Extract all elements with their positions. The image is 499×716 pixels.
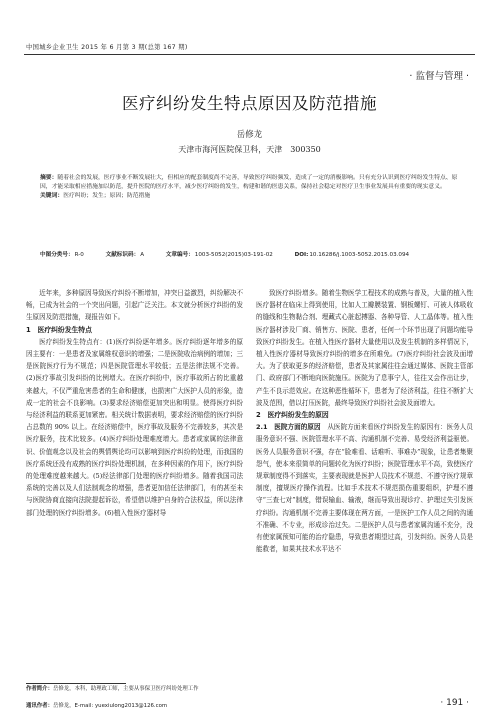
doc-code-label: 文献标识码： [105, 252, 140, 258]
header-rule [24, 54, 475, 55]
doc-code-field [106, 252, 154, 258]
corresponding-author-footnote [26, 703, 243, 711]
article-number-value: 1003-5052(2015)03-191-02 [194, 252, 273, 258]
page-number: · 191 · [440, 698, 469, 708]
doi-field [295, 252, 419, 258]
abstract [40, 174, 463, 192]
corresponding-author-label: 通讯作者： [26, 703, 53, 709]
article-number-field [166, 252, 283, 258]
left-column [26, 287, 243, 519]
affiliation: 天津市海河医院保卫科，天津 300350 [178, 145, 321, 154]
running-head: 中国城乡企业卫生 2015 年 6 月第 3 期(总第 167 期) [26, 44, 188, 51]
abstract-block [40, 174, 463, 201]
abstract-label: 摘要： [40, 175, 58, 181]
right-column [256, 287, 473, 555]
clc-value: R-0 [74, 252, 84, 258]
section-heading-1: 1 医疗纠纷发生特点 [26, 325, 92, 334]
subsection-text: 从医院方面来看医疗纠纷发生的原因有：医务人员服务意识不强、医院管理水平不高、沟通机制不完善、易受经济利益驱使。医务人员服务意识不强，存在“脸难看、话难听、事难办”现象，让患者集聚怨气，使本来很简单的问题转化为医疗纠纷；医院管理水平不高，致使医疗规章制度得不到落实，主要表现就是医护人员技术不规范、不遵守医疗规章制度，擅规医疗操作流程。比如手术技术不规范损伤重要组织，护理不遵守“三查七对”制度，错误输血、输液，继而导致出现诊疗、护理过失引发医疗纠纷。沟通机制不完善主要体现在两方面，一是医护工作人员之间的沟通不准确、不专业，形成诊治过失。二是医护人员与患者家属沟通不充分，没有使家属预知可能的治疗隐患，导致患者期望过高，引发纠纷。医务人员是能救者，如果其技术水平达不 [256, 423, 473, 554]
subsection-heading: 2.1 医院方面的原因 [256, 423, 321, 432]
corresponding-author-text: 岳修龙，E-mail: yuexiulong2013@126.com [52, 703, 168, 709]
author-bio-footnote [26, 686, 243, 694]
keywords [40, 192, 463, 201]
author-bio-label: 作者简介： [26, 686, 53, 692]
clc-label: 中图分类号： [40, 252, 74, 258]
intro-paragraph: 近年来，多种原因导致医疗纠纷不断增加，冲突日益激烈，纠纷解决不畅，已成为社会的一个突出问题，引起广泛关注。本文就分析医疗纠纷的发生原因及防范措施，现报告如下。 [26, 289, 243, 322]
author: 岳修龙 [236, 130, 263, 140]
doi-label: DOI: [294, 252, 309, 258]
clc-field [40, 252, 94, 258]
subsection-paragraph [256, 421, 473, 555]
keywords-label: 关键词： [40, 192, 64, 199]
doi-value: 10.16286/j.1003-5052.2015.03.094 [309, 252, 410, 258]
article-metadata [40, 250, 463, 258]
footnote-rule [26, 683, 126, 684]
abstract-text: 随着社会的发展，医疗事业不断发展壮大，但相应的配套制度尚不完善，导致医疗纠纷频发，造成了一定的消极影响。只有充分认识到医疗纠纷发生特点、原因，才能采取相应措施加以防范，提升医院的医疗水平，减少医疗纠纷的发生，构建和谐的医患关系，保持社会稳定对医疗卫生事业发展具有重要的现实意义。 [40, 175, 458, 190]
body-paragraph: 医疗纠纷发生特点有：(1)医疗纠纷逐年增多。医疗纠纷逐年增多的原因主要有：一是患者及家属维权意识的增强；二是医院收治病例的增加；三是医院医疗行为不规范；四是医院管理水平较低；五是法律法规不完善。(2)医疗事故引发纠纷的比例增大。在医疗纠纷中，医疗事故所占的比重越来越大，不仅严重危害患者的生命和健康，也损害广大医护人员的形象，造成一定的社会不良影响。(3)要求经济赔偿更加突出和明显。使得医疗纠纷与经济利益的联系更加紧密。相关统计数据表明，要求经济赔偿的医疗纠纷占总数的 90% 以上。在经济赔偿中，医疗事故及服务不完善较多，其次是医疗服务，技术比较多。(4)医疗纠纷处理难度增大。患者或家属的法律意识、价值观念以及社会的舆情舆论均可以影响到医疗纠纷的处理，而我国的医疗系统还没有成熟的医疗纠纷处理机制，在多种因素的作用下，医疗纠纷的处理难度越来越大。(5)经法律部门处理的医疗纠纷增多。随着我国司法系统的完善以及人们法制观念的增强，患者更加信任法律部门，有的甚至未与医院协商直接向法院提起诉讼，希望借以维护自身的合法权益，所以法律部门处理的医疗纠纷增多。(6)植入性医疗器材导 [26, 337, 243, 517]
article-number-label: 文章编号： [165, 252, 194, 258]
author-bio-text: 岳修龙，本科，助理政工师，主要从事保卫医疗纠纷处理工作 [52, 686, 199, 692]
body-paragraph-continued: 致医疗纠纷增多。随着生物医学工程技术的成熟与普及，大量的植入性医疗器材在临床上得到使用，比如人工瓣膜装置、钢板螺钉、可被人体吸收的缝线和生物黏合剂、埋藏式心脏起搏器、各种导管、人工晶体等。植入性医疗器材涉及厂商、销售方、医院、患者，任何一个环节出现了问题均能导致医疗纠纷发生。在植入性医疗器材大量使用以及发生机制的多样情况下，植入性医疗器材导致医疗纠纷的增多在所难免。(7)医疗纠纷社会波及面增大。为了获取更多的经济赔偿，患者及其家属往往会通过媒体、医院主管部门、政府部门不断地向医院施压。医院为了息事宁人，往往又会作出让步，产生不良示范效应。在这种恶性循环下，患者为了经济利益，往往不断扩大波及范围，借以打压医院，最终导致医疗纠纷社会波及面增大。 [256, 289, 473, 407]
doc-code-value: A [140, 252, 145, 258]
section-heading-2: 2 医疗纠纷发生的原因 [256, 411, 329, 420]
column-label: · 监督与管理 · [409, 71, 469, 82]
article-title: 医疗纠纷发生特点原因及防范措施 [122, 94, 377, 113]
keywords-text: 医疗纠纷；发生；原因；防范措施 [63, 192, 151, 199]
